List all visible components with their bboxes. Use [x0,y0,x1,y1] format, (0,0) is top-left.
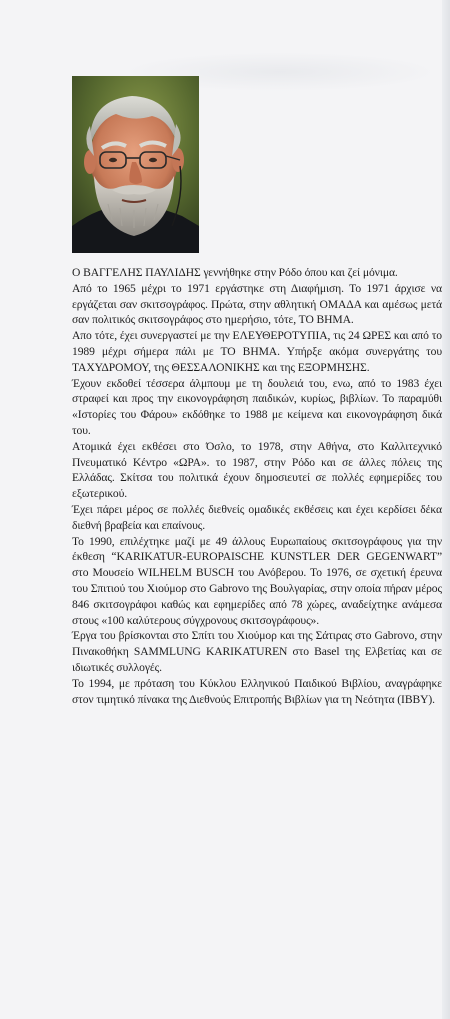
author-biography [72,265,442,707]
author-portrait-photo-icon [72,76,199,253]
bio-paragraph-collections: Έργα του βρίσκονται στο Σπίτι του Χιούμορ και της Σάτιρας στο Gabrovo, στην Πινακοθήκη SAMMLUNG KARIKATUREN στο Basel της Ελβετίας και σε ιδιωτικές συλλογές. [72,629,442,674]
bio-paragraph-career-start: Από το 1965 μέχρι το 1971 εργάστηκε στη Διαφήμιση. Το 1971 άρχισε να εργάζεται σαν σκιτσογράφος. Πρώτα, στην αθλητική ΟΜΑΔΑ και αμέσως μετά σαν πολιτικός σκιτσογράφος στο ημερήσιο, τότε, ΤΟ ΒΗΜΑ. [72,281,442,327]
page-edge [442,0,450,1019]
author-portrait [72,76,199,253]
bio-paragraph-ibby: Το 1994, με πρόταση του Κύκλου Ελληνικού Παιδικού Βιβλίου, αναγράφηκε στον τιμητικό πίνακα της Διεθνούς Επιτροπής Βιβλίων για τη Νεότητα (IBBY). [72,676,442,706]
bio-paragraph-international: Το 1990, επιλέχτηκε μαζί με 49 άλλους Ευρωπαίους σκιτσογράφους για την έκθεση “KARIKATUR-EUROPAISCHE KUNSTLER DER GEGENWART” στο Μουσείο WILHELM BUSCH του Ανόβερου. Το 1976, σε σχετική έρευνα του Σπιτιού του Χιούμορ στο Gabrovo της Βουλγαρίας, στην οποία πήραν μέρος 846 σκιτσογράφοι καθώς και εφημερίδες από 78 χώρες, αναδείχτηκε ανάμεσα στους «100 καλύτερους σύγχρονους σκιτσογράφους». [72,534,442,627]
bio-paragraph-awards: Έχει πάρει μέρος σε πολλές διεθνείς ομαδικές εκθέσεις και έχει κερδίσει δέκα διεθνή βραβεία και επαίνους. [72,502,442,532]
bio-paragraph-solo-exhibitions: Ατομικά έχει εκθέσει στο Όσλο, το 1978, στην Αθήνα, στο Καλλιτεχνικό Πνευματικό Κέντρο «ΩΡΑ». το 1987, στην Ρόδο και σε άλλες πόλεις της Ελλάδας. Σκίτσα του πολιτικά έχουν δημοσιευτεί σε πολλές εφημερίδες του εξωτερικού. [72,439,442,501]
bio-paragraph-albums: Έχουν εκδοθεί τέσσερα άλμπουμ με τη δουλειά του, ενω, από το 1983 έχει στραφεί και προς την εικονογράφηση παιδικών, κυρίως, βιβλίων. Το παραμύθι «Ιστορίες του Φάρου» εκδόθηκε το 1988 με κείμενα και εικονογράφηση δικά του. [72,376,442,437]
bio-paragraph-birth: Ο ΒΑΓΓΕΛΗΣ ΠΑΥΛΙΔΗΣ γεννήθηκε στην Ρόδο όπου και ζεί μόνιμα. [72,266,398,279]
bio-paragraph-collaborations: Απο τότε, έχει συνεργαστεί με την ΕΛΕΥΘΕΡΟΤΥΠΙΑ, τις 24 ΩΡΕΣ και από το 1989 μέχρι σήμερα πάλι με ΤΟ ΒΗΜΑ. Υπήρξε ακόμα συνεργάτης του ΤΑΧΥΔΡΟΜΟΥ, της ΘΕΣΣΑΛΟΝΙΚΗΣ και της ΕΞΟΡΜΗΣΗΣ. [72,329,442,374]
